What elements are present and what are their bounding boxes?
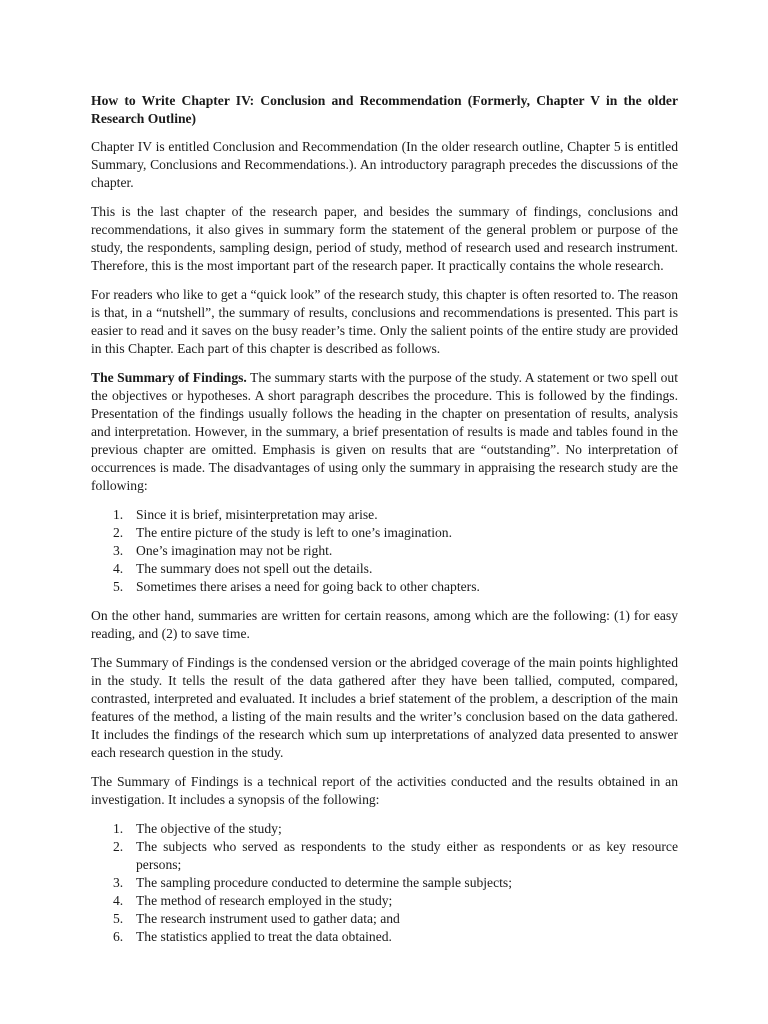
list-number: 1. — [113, 821, 124, 836]
list-item — [91, 892, 678, 910]
list-text: The summary does not spell out the details. — [136, 561, 373, 576]
list-item — [91, 910, 678, 928]
list-text: The statistics applied to treat the data obtained. — [136, 929, 392, 944]
list-item — [91, 838, 678, 874]
list-text: Sometimes there arises a need for going back to other chapters. — [136, 579, 480, 594]
list-item — [91, 542, 678, 560]
document-title: How to Write Chapter IV: Conclusion and Recommendation (Formerly, Chapter V in the older Research Outline) — [91, 93, 678, 126]
middle-paragraph-2: The Summary of Findings is the condensed version or the abridged coverage of the main points highlighted in the study. It tells the result of the data gathered after they have been tallied, computed, compared, contrasted, interpreted and evaluated. It includes a brief statement of the problem, a description of the main features of the method, a listing of the main results and the writer’s conclusion based on the data gathered. It includes the findings of the research which sum up interpretations of analyzed data presented to answer each research question in the study. — [91, 655, 678, 760]
list-number: 5. — [113, 911, 124, 926]
list-text: The research instrument used to gather data; and — [136, 911, 400, 926]
synopsis-list — [91, 820, 678, 946]
list-item — [91, 874, 678, 892]
list-number: 2. — [113, 525, 124, 540]
list-item — [91, 928, 678, 946]
list-text: The sampling procedure conducted to determine the sample subjects; — [136, 875, 512, 890]
list-item — [91, 578, 678, 596]
list-item — [91, 506, 678, 524]
list-number: 4. — [113, 561, 124, 576]
list-text: One’s imagination may not be right. — [136, 543, 333, 558]
intro-paragraph-1: Chapter IV is entitled Conclusion and Recommendation (In the older research outline, Chapter 5 is entitled Summary, Conclusions and Recommendations.). An introductory paragraph precedes the discussions of the chapter. — [91, 139, 678, 190]
list-number: 2. — [113, 839, 124, 854]
list-number: 3. — [113, 875, 124, 890]
list-number: 1. — [113, 507, 124, 522]
disadvantages-list — [91, 506, 678, 596]
middle-paragraph-1: On the other hand, summaries are written for certain reasons, among which are the following: (1) for easy reading, and (2) to save time. — [91, 608, 678, 641]
middle-paragraph-3: The Summary of Findings is a technical report of the activities conducted and the results obtained in an investigation. It includes a synopsis of the following: — [91, 774, 678, 807]
intro-paragraph-2: This is the last chapter of the research paper, and besides the summary of findings, conclusions and recommendations, it also gives in summary form the statement of the general problem or purpose of the study, the respondents, sampling design, period of study, method of research used and research instrument. Therefore, this is the most important part of the research paper. It practically contains the whole research. — [91, 204, 678, 273]
list-text: Since it is brief, misinterpretation may arise. — [136, 507, 378, 522]
list-item — [91, 820, 678, 838]
list-text: The objective of the study; — [136, 821, 282, 836]
summary-text: The summary starts with the purpose of the study. A statement or two spell out the objectives or hypotheses. A short paragraph describes the procedure. This is followed by the findings. Presentation of the findings usually follows the heading in the chapter on presentation of results, analysis and interpretation. However, in the summary, a brief presentation of results is made and tables found in the previous chapter are omitted. Emphasis is given on results that are “outstanding”. No interpretation of occurrences is made. The disadvantages of using only the summary in appraising the research study are the following: — [91, 370, 678, 493]
list-number: 5. — [113, 579, 124, 594]
list-item — [91, 560, 678, 578]
summary-heading: The Summary of Findings. — [91, 370, 247, 385]
list-number: 4. — [113, 893, 124, 908]
list-text: The subjects who served as respondents to the study either as respondents or as key resource persons; — [136, 839, 678, 872]
list-number: 3. — [113, 543, 124, 558]
intro-paragraph-3: For readers who like to get a “quick look” of the research study, this chapter is often resorted to. The reason is that, in a “nutshell”, the summary of results, conclusions and recommendations is presented. This part is easier to read and it saves on the busy reader’s time. Only the salient points of the entire study are provided in this Chapter. Each part of this chapter is described as follows. — [91, 287, 678, 356]
summary-paragraph — [91, 369, 678, 495]
list-item — [91, 524, 678, 542]
list-text: The entire picture of the study is left to one’s imagination. — [136, 525, 452, 540]
list-text: The method of research employed in the study; — [136, 893, 393, 908]
list-number: 6. — [113, 929, 124, 944]
